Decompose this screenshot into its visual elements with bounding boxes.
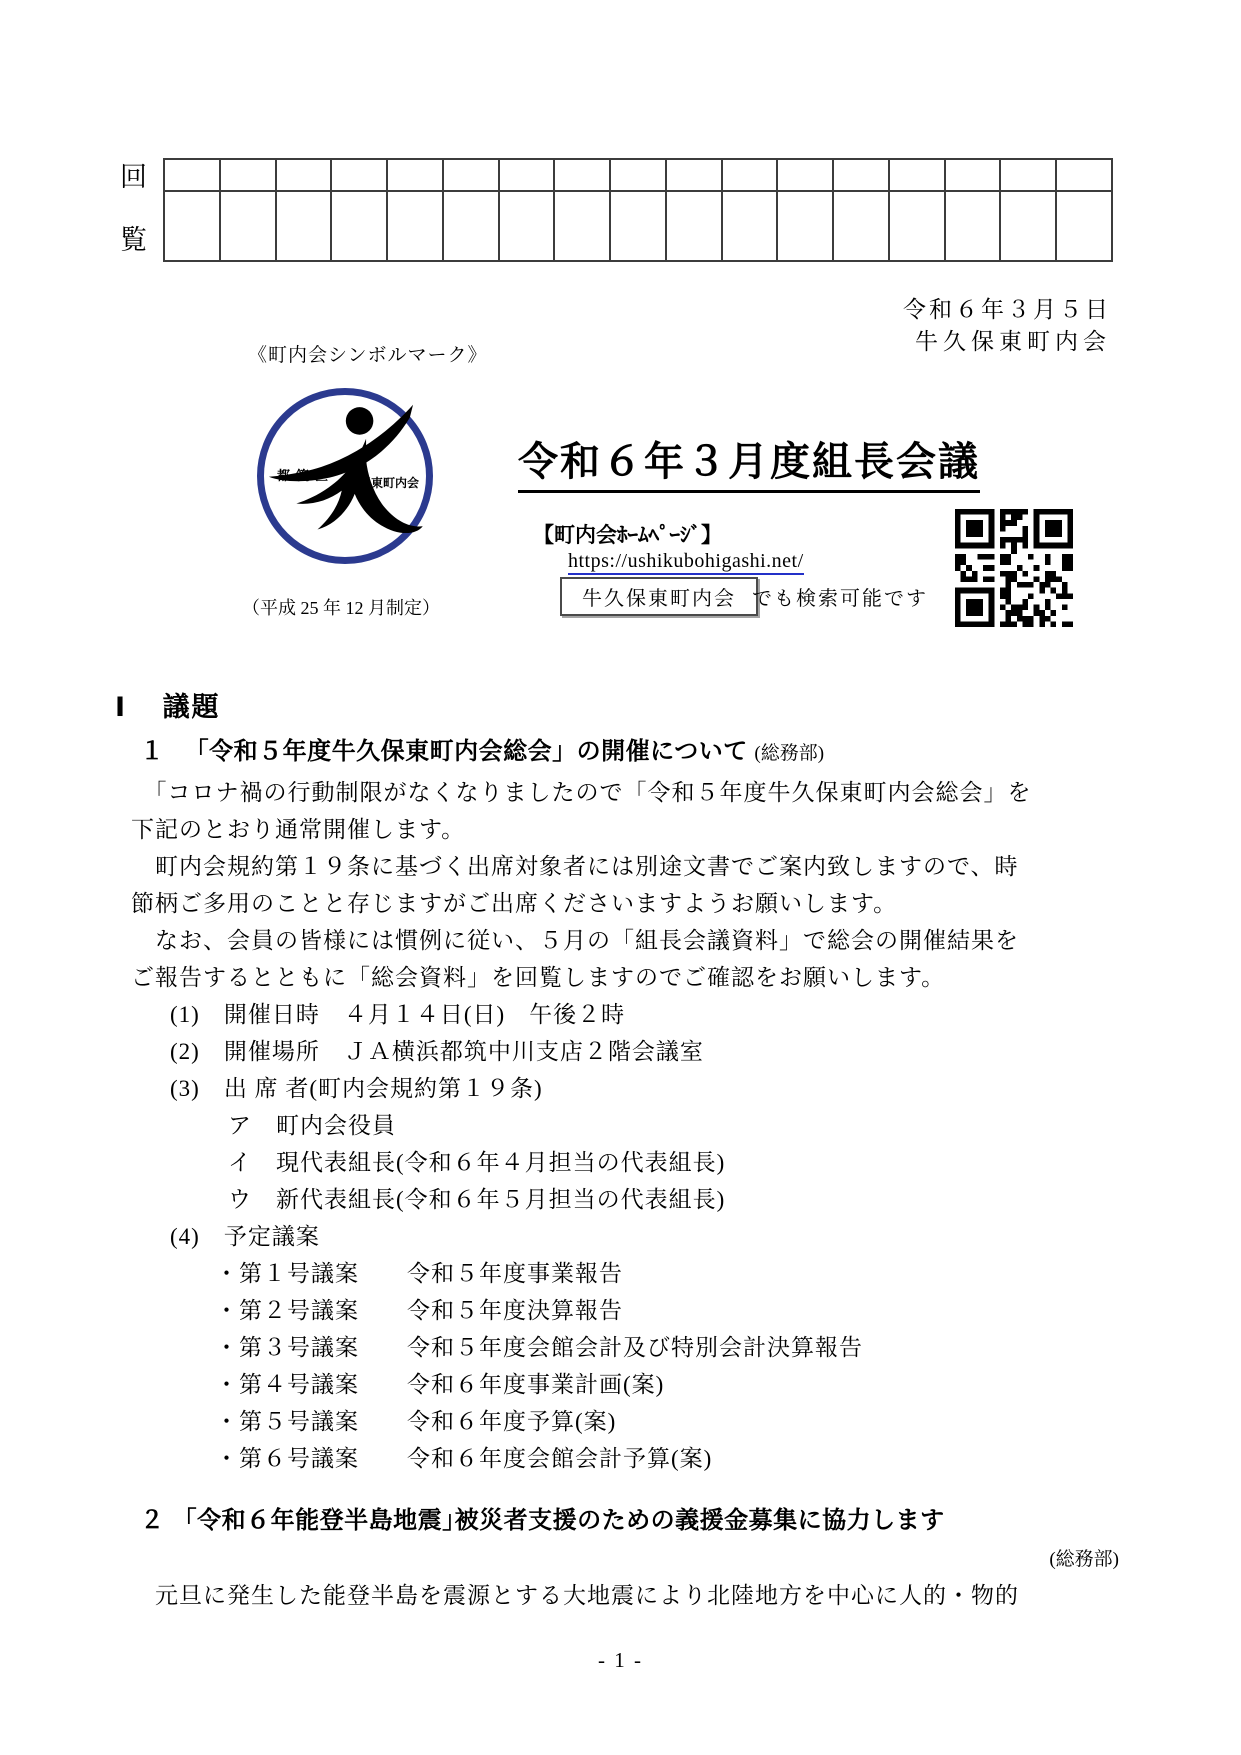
item1-detail-line: (1) 開催日時 ４月１４日(日) 午後２時 <box>170 1002 626 1027</box>
item1-dept: (総務部) <box>754 743 825 764</box>
circulation-cell <box>777 159 833 191</box>
item2-dept: (総務部) <box>1049 1549 1119 1570</box>
item1-detail-line: (2) 開催場所 ＪＡ横浜都筑中川支店２階会議室 <box>170 1039 704 1064</box>
circulation-label <box>120 164 147 254</box>
circulation-cell <box>220 159 276 191</box>
item2-number: ２ <box>140 1507 164 1534</box>
circulation-label-bottom: 覧 <box>120 225 147 255</box>
circulation-cell <box>1056 159 1112 191</box>
circulation-cell <box>387 191 443 261</box>
circulation-cell <box>220 191 276 261</box>
item1-paragraph-line: 節柄ご多用のことと存じますがご出席くださいますようお願いします。 <box>131 891 898 916</box>
header-block <box>903 294 1111 358</box>
circulation-cell <box>443 191 499 261</box>
symbol-established-note: （平成 25 年 12 月制定） <box>242 598 440 618</box>
item1-proposal-line: ・第３号議案 令和５年度会館会計及び特別会計決算報告 <box>215 1335 863 1360</box>
section-title: 議題 <box>162 692 221 722</box>
circulation-cell <box>499 159 555 191</box>
item1-paragraph-line: 下記のとおり通常開催します。 <box>131 817 466 842</box>
item1-paragraph-line: ご報告するとともに「総会資料」を回覧しますのでご確認をお願いします。 <box>131 965 946 990</box>
circulation-table <box>163 158 1113 262</box>
section-number: Ⅰ <box>115 692 126 722</box>
logo-name-text: 久保東町内会 <box>347 476 420 490</box>
circulation-cell <box>833 191 889 261</box>
search-keyword-box: 牛久保東町内会 <box>560 577 758 616</box>
issue-date: 令和６年３月５日 <box>903 297 1111 322</box>
item2-title: ｢令和６年能登半島地震｣被災者支援のための義援金募集に協力します <box>184 1507 945 1534</box>
circulation-cell <box>833 159 889 191</box>
item1-proposal-line: ・第６号議案 令和６年度会館会計予算(案) <box>215 1446 713 1471</box>
circulation-cell <box>722 191 778 261</box>
circulation-cell <box>610 159 666 191</box>
circulation-cell <box>276 191 332 261</box>
item1-paragraph-line: なお、会員の皆様には慣例に従い、５月の「組長会議資料」で総会の開催結果を <box>131 928 1019 953</box>
circulation-cell <box>722 159 778 191</box>
item1-attendee-line: ア 町内会役員 <box>228 1113 396 1138</box>
circulation-cell <box>499 191 555 261</box>
item1-title: 「令和５年度牛久保東町内会総会」の開催について <box>184 738 748 765</box>
circulation-cell <box>387 159 443 191</box>
circulation-cell <box>1000 191 1056 261</box>
circulation-cell <box>610 191 666 261</box>
item2-paragraph-line: 元旦に発生した能登半島を震源とする大地震により北陸地方を中心に人的・物的 <box>131 1583 1019 1608</box>
homepage-link[interactable]: https://ushikubohigashi.net/ <box>568 550 804 575</box>
circulation-cell <box>945 159 1001 191</box>
item1-detail-line: (3) 出 席 者(町内会規約第１９条) <box>170 1076 543 1101</box>
item1-agenda-label: (4) 予定議案 <box>170 1224 320 1249</box>
circulation-cell <box>331 159 387 191</box>
circulation-cell <box>276 159 332 191</box>
circulation-cell <box>164 159 220 191</box>
document-body <box>113 684 1125 1614</box>
circulation-cell <box>666 159 722 191</box>
item1-heading <box>113 730 1125 774</box>
circulation-cell <box>554 191 610 261</box>
page-number: - 1 - <box>598 1648 643 1672</box>
circulation-cell <box>666 191 722 261</box>
qr-code <box>955 509 1073 627</box>
item2-heading <box>113 1499 1125 1543</box>
item1-attendee-line: ウ 新代表組長(令和６年５月担当の代表組長) <box>228 1187 726 1212</box>
section-heading <box>113 684 1125 730</box>
logo-district-text: 都筑区 <box>277 468 335 483</box>
circulation-cell <box>889 159 945 191</box>
circulation-cell <box>164 191 220 261</box>
item1-proposal-line: ・第１号議案 令和５年度事業報告 <box>215 1261 623 1286</box>
symbol-caption: 《町内会シンボルマーク》 <box>248 345 488 366</box>
circulation-cell <box>889 191 945 261</box>
circulation-cell <box>945 191 1001 261</box>
item1-proposal-line: ・第２号議案 令和５年度決算報告 <box>215 1298 623 1323</box>
item1-paragraph-line: 町内会規約第１９条に基づく出席対象者には別途文書でご案内致しますので、時 <box>131 854 1019 879</box>
item1-attendee-line: イ 現代表組長(令和６年４月担当の代表組長) <box>228 1150 726 1175</box>
circulation-cell <box>777 191 833 261</box>
search-note: でも検索可能です <box>752 588 928 610</box>
association-logo <box>257 388 433 564</box>
circulation-cell <box>1000 159 1056 191</box>
circulation-cell <box>331 191 387 261</box>
item1-proposal-line: ・第４号議案 令和６年度事業計画(案) <box>215 1372 665 1397</box>
circulation-cell <box>554 159 610 191</box>
circulation-label-top: 回 <box>120 162 147 192</box>
issuing-org: 牛久保東町内会 <box>915 329 1111 354</box>
circulation-cell <box>443 159 499 191</box>
item1-number: １ <box>140 738 164 765</box>
item1-proposal-line: ・第５号議案 令和６年度予算(案) <box>215 1409 617 1434</box>
document-title: 令和６年３月度組長会議 <box>518 430 980 493</box>
circulation-cell <box>1056 191 1112 261</box>
item1-paragraph-line: 「コロナ禍の行動制限がなくなりましたので「令和５年度牛久保東町内会総会」を <box>131 780 1032 805</box>
homepage-label: 【町内会ﾎｰﾑﾍﾟｰｼﾞ】 <box>533 524 722 547</box>
